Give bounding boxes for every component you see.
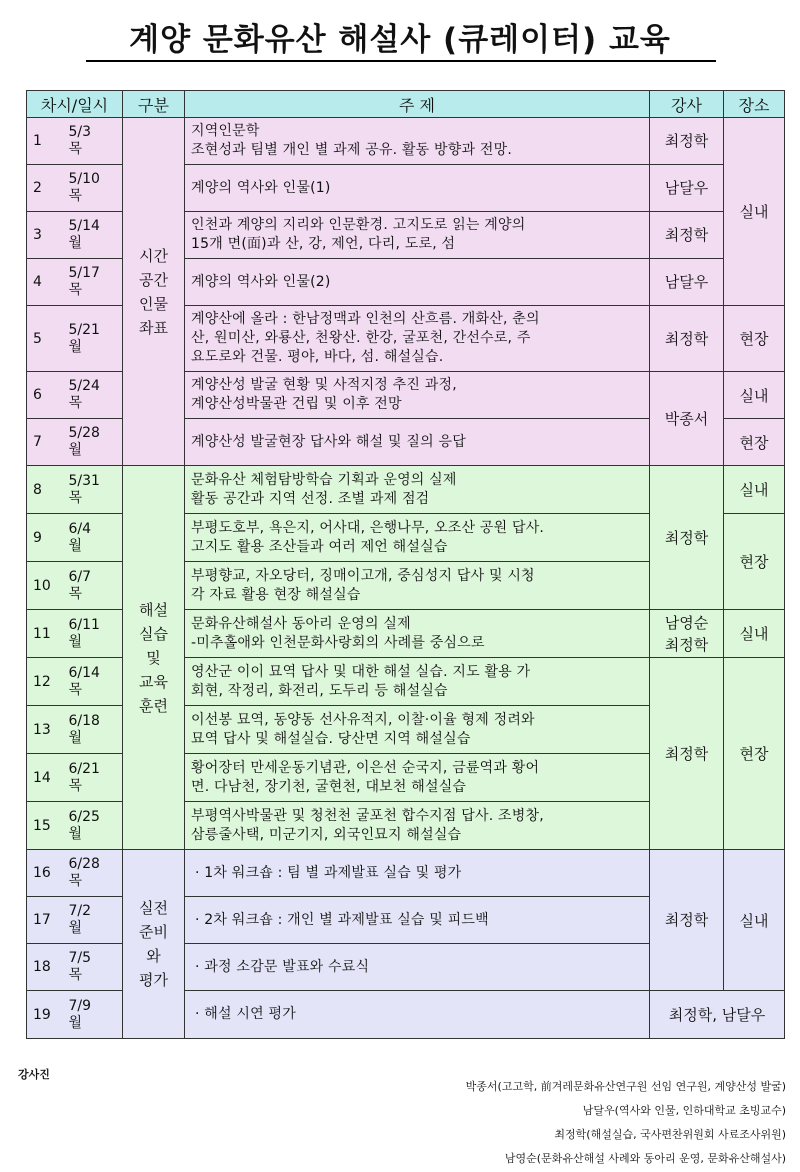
category-line: 시간 (139, 246, 168, 265)
date-text: 6/7 (68, 568, 92, 585)
session-number: 10 (27, 562, 65, 610)
instructor-bio: 남달우(역사와 인물, 인하대학교 초빙교수) (582, 1104, 786, 1117)
instructor-cell (650, 610, 724, 658)
session-number: 15 (27, 802, 65, 850)
topic-cell (185, 562, 650, 610)
date-text: 6/4 (68, 520, 92, 537)
session-number: 8 (27, 466, 65, 514)
category-line: 좌표 (139, 318, 168, 337)
day-text: 월 (68, 729, 83, 746)
topic-cell (185, 466, 650, 514)
day-text: 목 (68, 777, 83, 794)
category-line: 와 (146, 947, 161, 965)
category-line: 준비 (139, 923, 168, 941)
category-line: 공간 (139, 270, 168, 289)
day-text: 월 (68, 920, 83, 936)
instructor-bio: 남영순(문화유산해설 사례와 동아리 운영, 문화유산해설사) (504, 1152, 786, 1165)
session-number: 5 (27, 306, 65, 372)
session-date (65, 706, 123, 754)
topic-line: -미추홀애와 인천문화사랑회의 사례를 중심으로 (191, 634, 485, 651)
date-text: 5/31 (68, 472, 100, 489)
session-date (65, 419, 123, 466)
session-number: 9 (27, 514, 65, 562)
category-line: 실전 (139, 899, 168, 917)
place-cell: 현장 (724, 306, 785, 372)
session-number: 4 (27, 259, 65, 306)
topic-cell (185, 419, 650, 466)
date-text: 6/11 (68, 616, 100, 633)
instructor-list-title: 강사진 (18, 1068, 50, 1081)
topic-line: 영산군 이이 묘역 답사 및 대한 해설 실습. 지도 활용 가 (191, 663, 531, 680)
topic-line: 활동 공간과 지역 선정. 조별 과제 점검 (191, 490, 430, 507)
day-text: 목 (68, 873, 83, 889)
session-number: 14 (27, 754, 65, 802)
place-cell: 현장 (724, 658, 785, 850)
place-cell: 실내 (724, 466, 785, 514)
page-title: 계양 문화유산 해설사 (큐레이터) 교육 (129, 22, 671, 58)
topic-line: 문화유산해설사 동아리 운영의 실제 (191, 615, 411, 632)
date-text: 7/5 (68, 950, 92, 966)
place-cell: 실내 (724, 372, 785, 419)
session-number: 1 (27, 118, 65, 165)
topic-cell (185, 944, 650, 991)
topic-line: 부평역사박물관 및 청천천 굴포천 합수지점 답사. 조병창, (191, 807, 544, 824)
topic-line: 인천과 계양의 지리와 인문환경. 고지도로 읽는 계양의 (191, 217, 526, 233)
category-cell (123, 118, 185, 466)
session-date (65, 850, 123, 897)
session-number: 17 (27, 897, 65, 944)
day-text: 월 (68, 235, 83, 251)
instructor-name: 남영순 (664, 613, 709, 632)
category-line: 실습 (139, 624, 168, 643)
session-date (65, 991, 123, 1039)
instructor-cell: 최정학 (650, 658, 724, 850)
day-text: 목 (68, 489, 83, 506)
topic-line: · 2차 워크숍 : 개인 별 과제발표 실습 및 피드백 (195, 911, 489, 928)
session-date (65, 562, 123, 610)
topic-line: 15개 면(面)과 산, 강, 제언, 다리, 도로, 섬 (191, 236, 456, 252)
session-number: 18 (27, 944, 65, 991)
place-cell: 실내 (724, 610, 785, 658)
topic-cell (185, 514, 650, 562)
session-date (65, 514, 123, 562)
category-line: 해설 (139, 600, 168, 619)
date-text: 6/21 (68, 760, 100, 777)
session-date (65, 212, 123, 259)
topic-line: 면. 다남천, 장기천, 굴현천, 대보천 해설실습 (191, 778, 467, 795)
topic-line: 계양의 역사와 인물(2) (191, 273, 331, 290)
topic-line: 삼릉줄사택, 미군기지, 외국인묘지 해설실습 (191, 826, 462, 843)
topic-line: 계양산성 발굴 현황 및 사적지정 추진 과정, (191, 377, 457, 393)
topic-cell (185, 897, 650, 944)
topic-cell (185, 850, 650, 897)
category-line: 교육 (139, 672, 168, 691)
session-date (65, 802, 123, 850)
topic-line: 각 자료 활용 현장 해설실습 (191, 586, 361, 603)
session-number: 2 (27, 165, 65, 212)
table-header-row (27, 91, 785, 118)
topic-cell (185, 658, 650, 706)
session-date (65, 610, 123, 658)
day-text: 목 (68, 395, 83, 411)
session-date (65, 658, 123, 706)
session-date (65, 754, 123, 802)
date-text: 5/3 (68, 124, 92, 140)
header-place: 장소 (724, 91, 785, 118)
day-text: 월 (68, 633, 83, 650)
session-date (65, 466, 123, 514)
topic-line: 회현, 작정리, 화전리, 도두리 등 해설실습 (191, 682, 448, 699)
place-cell: 실내 (724, 850, 785, 991)
instructor-cell: 최정학 (650, 118, 724, 165)
category-line: 평가 (139, 971, 168, 989)
topic-cell (185, 802, 650, 850)
session-number: 19 (27, 991, 65, 1039)
day-text: 월 (68, 338, 83, 355)
topic-cell (185, 610, 650, 658)
topic-line: 계양산에 올라 : 한남정맥과 인천의 산흐름. 개화산, 춘의 (191, 311, 540, 327)
header-session: 차시/일시 (27, 91, 123, 118)
date-text: 5/28 (68, 425, 100, 441)
day-text: 월 (68, 537, 83, 554)
session-number: 3 (27, 212, 65, 259)
day-text: 목 (68, 188, 83, 204)
title-underline (86, 60, 716, 62)
topic-line: 묘역 답사 및 해설실습. 당산면 지역 해설실습 (191, 730, 471, 747)
header-topic: 주 제 (185, 91, 650, 118)
day-text: 월 (68, 442, 83, 458)
date-text: 5/17 (68, 265, 100, 281)
topic-line: 이선봉 묘역, 동양동 선사유적지, 이찰·이율 형제 정려와 (191, 711, 535, 728)
topic-line: · 해설 시연 평가 (195, 1006, 296, 1022)
day-text: 월 (68, 1014, 83, 1031)
session-number: 12 (27, 658, 65, 706)
topic-line: 산, 원미산, 와룡산, 천왕산. 한강, 굴포천, 간선수로, 주 (191, 330, 531, 346)
date-text: 5/21 (68, 321, 100, 338)
instructor-place-cell: 최정학, 남달우 (650, 991, 785, 1039)
date-text: 5/10 (68, 171, 100, 187)
session-date (65, 306, 123, 372)
category-line: 훈련 (139, 696, 168, 715)
place-cell: 현장 (724, 419, 785, 466)
table-row (27, 850, 785, 897)
table-row (27, 118, 785, 165)
topic-cell (185, 991, 650, 1039)
category-line: 인물 (139, 294, 168, 313)
instructor-cell: 최정학 (650, 306, 724, 372)
day-text: 목 (68, 585, 83, 602)
topic-line: 조현성과 팀별 개인 별 과제 공유. 활동 방향과 전망. (191, 142, 512, 158)
date-text: 6/18 (68, 712, 100, 729)
instructor-cell: 남달우 (650, 259, 724, 306)
day-text: 월 (68, 825, 83, 842)
topic-cell (185, 706, 650, 754)
topic-line: 고지도 활용 조산들과 여러 제언 해설실습 (191, 538, 448, 555)
category-cell (123, 466, 185, 850)
topic-cell (185, 372, 650, 419)
place-cell: 현장 (724, 514, 785, 610)
day-text: 목 (68, 282, 83, 298)
instructor-cell: 박종서 (650, 372, 724, 466)
header-category: 구분 (123, 91, 185, 118)
topic-line: 계양의 역사와 인물(1) (191, 179, 331, 196)
session-date (65, 118, 123, 165)
day-text: 목 (68, 141, 83, 157)
date-text: 6/28 (68, 856, 100, 872)
session-date (65, 897, 123, 944)
topic-cell (185, 165, 650, 212)
date-text: 7/9 (68, 997, 92, 1014)
header-instructor: 강사 (650, 91, 724, 118)
topic-line: 부평향교, 자오당터, 징매이고개, 중심성지 답사 및 시청 (191, 567, 535, 584)
topic-cell (185, 754, 650, 802)
category-cell (123, 850, 185, 1039)
topic-line: 요도로와 건물. 평야, 바다, 섬. 해설실습. (191, 349, 444, 365)
date-text: 6/14 (68, 664, 100, 681)
table-row (27, 466, 785, 514)
session-number: 13 (27, 706, 65, 754)
session-date (65, 259, 123, 306)
day-text: 목 (68, 681, 83, 698)
date-text: 5/24 (68, 378, 100, 394)
topic-line: 부평도호부, 욕은지, 어사대, 은행나무, 오조산 공원 답사. (191, 519, 545, 536)
instructor-cell: 남달우 (650, 165, 724, 212)
session-date (65, 372, 123, 419)
topic-line: 계양산성 발굴현장 답사와 해설 및 질의 응답 (191, 433, 466, 450)
schedule-table (26, 90, 785, 1039)
topic-cell (185, 212, 650, 259)
day-text: 목 (68, 967, 83, 983)
instructor-name: 최정학 (664, 635, 709, 654)
date-text: 5/14 (68, 218, 100, 234)
session-number: 11 (27, 610, 65, 658)
instructor-bio: 박종서(고고학, 前겨레문화유산연구원 선임 연구원, 계양산성 발굴) (465, 1080, 786, 1093)
topic-line: 문화유산 체험탐방학습 기획과 운영의 실제 (191, 471, 457, 488)
topic-line: 황어장터 만세운동기념관, 이은선 순국지, 금륜역과 황어 (191, 759, 540, 776)
instructor-bio: 최정학(해설실습, 국사편찬위원회 사료조사위원) (554, 1128, 786, 1141)
instructor-cell: 최정학 (650, 212, 724, 259)
topic-line: 지역인문학 (191, 123, 260, 139)
topic-line: 계양산성박물관 건립 및 이후 전망 (191, 396, 402, 412)
topic-cell (185, 259, 650, 306)
topic-cell (185, 306, 650, 372)
instructor-cell: 최정학 (650, 850, 724, 991)
session-number: 6 (27, 372, 65, 419)
instructor-cell: 최정학 (650, 466, 724, 610)
session-number: 16 (27, 850, 65, 897)
topic-line: · 과정 소감문 발표와 수료식 (195, 958, 370, 975)
session-date (65, 165, 123, 212)
category-line: 및 (146, 648, 161, 667)
session-number: 7 (27, 419, 65, 466)
date-text: 7/2 (68, 903, 92, 919)
topic-line: · 1차 워크숍 : 팀 별 과제발표 실습 및 평가 (195, 864, 462, 881)
date-text: 6/25 (68, 808, 100, 825)
topic-cell (185, 118, 650, 165)
place-cell: 실내 (724, 118, 785, 306)
session-date (65, 944, 123, 991)
